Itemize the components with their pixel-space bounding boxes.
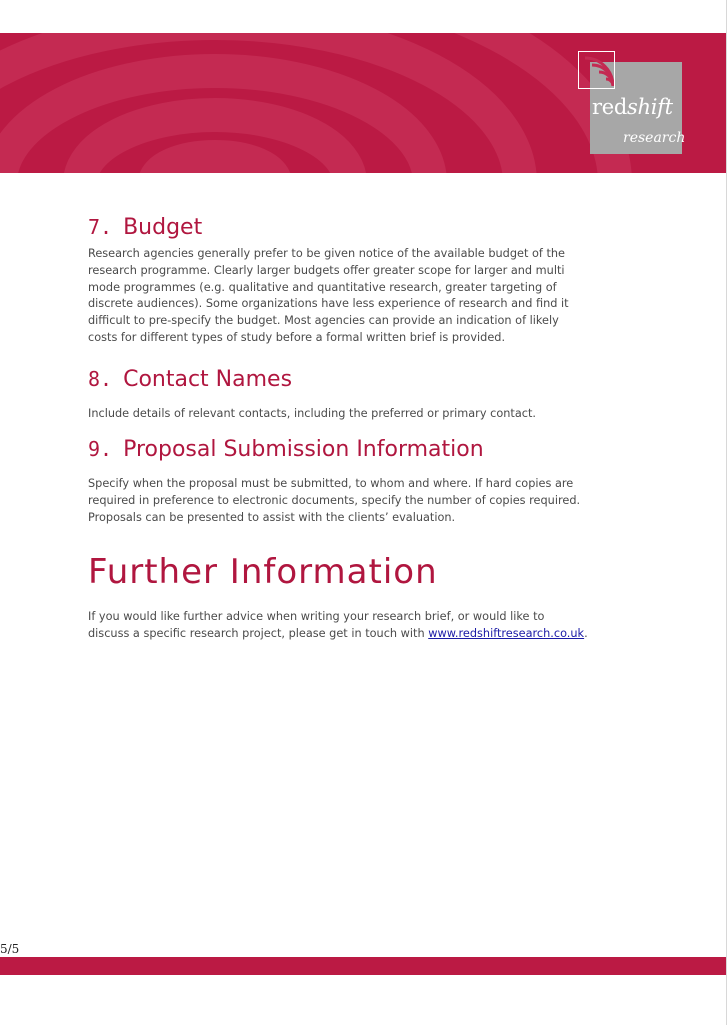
section-number: 9. [88,437,113,461]
further-information-body [88,609,588,643]
section-number: 7. [88,215,113,239]
logo-shift-text: shift [627,95,673,119]
section-number: 8. [88,367,113,391]
further-body-text: If you would like further advice when writing your research brief, or would like to discuss a specific research project, please get in touch with [88,610,545,640]
logo-signal-icon [578,51,615,89]
section-heading-budget [88,214,202,241]
logo-red-text: red [592,95,628,119]
further-body-end: . [584,626,588,640]
further-information-heading: Further Information [88,552,438,592]
section-title: Contact Names [123,367,293,392]
logo-wordmark [592,95,673,119]
website-link[interactable]: www.redshiftresearch.co.uk [428,626,585,640]
footer-bar [0,957,726,975]
section-title: Proposal Submission Information [123,437,484,462]
section-body-budget: Research agencies generally prefer to be given notice of the available budget of the research programme. Clearly larger budgets offer greater scope for larger and multi mode programmes (e.g. qualitative and quantitative research, greater targeting of discrete audiences). Some organizations have less experience of research and find it difficult to pre-specify the budget. Most agencies can provide an indication of likely costs for different types of study before a formal written brief is provided. [88,247,569,344]
section-body-proposal-submission: Specify when the proposal must be submitted, to whom and where. If hard copies are required in preference to electronic documents, specify the number of copies required. Proposals can be presented to assist with the clients’ evaluation. [88,477,581,524]
section-heading-proposal-submission [88,436,484,463]
section-title: Budget [123,215,203,240]
page-number: 5/5 [0,942,20,956]
logo-research-text: research [623,130,686,146]
section-body-contact-names: Include details of relevant contacts, including the preferred or primary contact. [88,407,536,420]
section-heading-contact-names [88,366,292,393]
